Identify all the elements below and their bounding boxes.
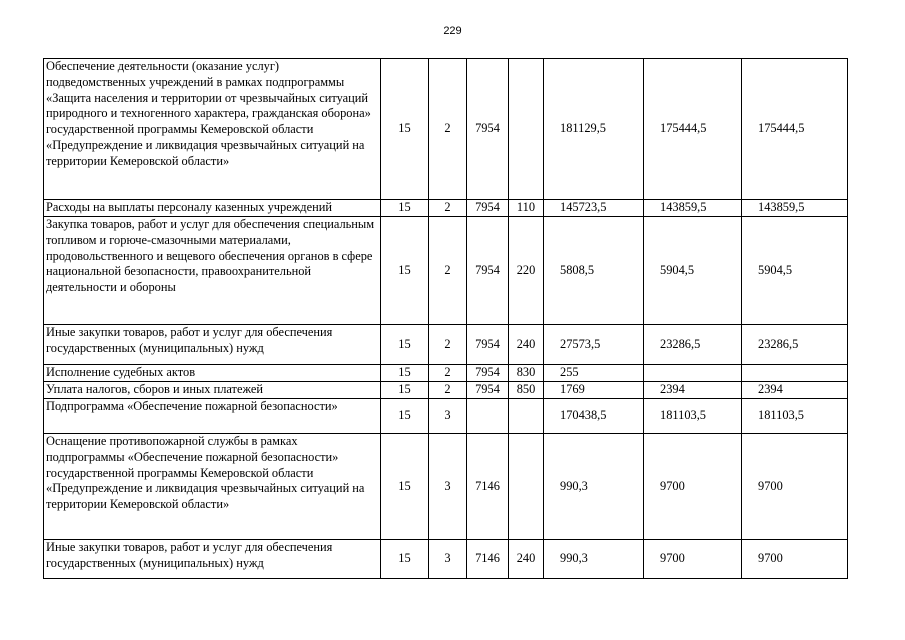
table-row: [44, 200, 848, 217]
cell-value-3: 181103,5: [742, 399, 848, 434]
cell-value-1: 1769: [544, 382, 644, 399]
cell-value-1: 27573,5: [544, 325, 644, 365]
table-row: [44, 434, 848, 540]
row-name: Иные закупки товаров, работ и услуг для обеспечения государственных (муниципальных) нужд: [44, 325, 381, 365]
cell-subsection: 2: [429, 382, 467, 399]
cell-target-article: 7146: [467, 434, 509, 540]
cell-target-article: 7146: [467, 540, 509, 579]
cell-subsection: 2: [429, 59, 467, 200]
cell-value-1: 990,3: [544, 434, 644, 540]
cell-subsection: 2: [429, 365, 467, 382]
cell-value-2: [644, 365, 742, 382]
cell-subsection: 2: [429, 217, 467, 325]
page-number: 229: [443, 25, 462, 37]
table-row: [44, 540, 848, 579]
table-row: [44, 365, 848, 382]
cell-value-2: 5904,5: [644, 217, 742, 325]
cell-value-1: 990,3: [544, 540, 644, 579]
row-name: Расходы на выплаты персоналу казенных учреждений: [44, 200, 381, 217]
cell-value-1: 255: [544, 365, 644, 382]
cell-target-article: 7954: [467, 200, 509, 217]
row-name: Уплата налогов, сборов и иных платежей: [44, 382, 381, 399]
row-name: Оснащение противопожарной службы в рамках подпрограммы «Обеспечение пожарной безопасности» государственной программы Кемеровской области «Предупреждение и ликвидация чрезвычайных ситуаций на территории Кемеровской области»: [44, 434, 381, 540]
cell-value-3: 143859,5: [742, 200, 848, 217]
cell-value-3: 2394: [742, 382, 848, 399]
cell-target-article: 7954: [467, 325, 509, 365]
cell-value-3: 9700: [742, 434, 848, 540]
cell-target-article: 7954: [467, 365, 509, 382]
cell-section: 15: [381, 217, 429, 325]
cell-subsection: 2: [429, 325, 467, 365]
row-name: Обеспечение деятельности (оказание услуг) подведомственных учреждений в рамках подпрограммы «Защита населения и территории от чрезвычайных ситуаций природного и техногенного характера, гражданская оборона» государственной программы Кемеровской области «Предупреждение и ликвидация чрезвычайных ситуаций на территории Кемеровской области»: [44, 59, 381, 200]
cell-value-1: 170438,5: [544, 399, 644, 434]
cell-value-2: 143859,5: [644, 200, 742, 217]
cell-target-article: [467, 399, 509, 434]
cell-expense-type: [509, 59, 544, 200]
row-name: Подпрограмма «Обеспечение пожарной безопасности»: [44, 399, 381, 434]
table-row: [44, 382, 848, 399]
cell-subsection: 3: [429, 540, 467, 579]
cell-value-2: 181103,5: [644, 399, 742, 434]
cell-value-1: 145723,5: [544, 200, 644, 217]
budget-table: [43, 58, 848, 579]
cell-expense-type: 220: [509, 217, 544, 325]
cell-value-2: 175444,5: [644, 59, 742, 200]
cell-section: 15: [381, 382, 429, 399]
table-row: [44, 399, 848, 434]
cell-subsection: 3: [429, 399, 467, 434]
cell-expense-type: 240: [509, 540, 544, 579]
cell-expense-type: 240: [509, 325, 544, 365]
row-name: Закупка товаров, работ и услуг для обеспечения специальным топливом и горюче-смазочными материалами, продовольственного и вещевого обеспечения органов в сфере национальной безопасности, правоохранительной деятельности и обороны: [44, 217, 381, 325]
cell-subsection: 3: [429, 434, 467, 540]
cell-expense-type: 110: [509, 200, 544, 217]
cell-section: 15: [381, 399, 429, 434]
cell-value-2: 23286,5: [644, 325, 742, 365]
cell-target-article: 7954: [467, 59, 509, 200]
cell-section: 15: [381, 325, 429, 365]
cell-value-1: 5808,5: [544, 217, 644, 325]
cell-subsection: 2: [429, 200, 467, 217]
cell-value-3: [742, 365, 848, 382]
cell-section: 15: [381, 365, 429, 382]
cell-section: 15: [381, 200, 429, 217]
row-name: Иные закупки товаров, работ и услуг для обеспечения государственных (муниципальных) нужд: [44, 540, 381, 579]
cell-value-3: 9700: [742, 540, 848, 579]
cell-expense-type: [509, 434, 544, 540]
cell-value-2: 9700: [644, 434, 742, 540]
row-name: Исполнение судебных актов: [44, 365, 381, 382]
cell-value-3: 175444,5: [742, 59, 848, 200]
cell-target-article: 7954: [467, 382, 509, 399]
cell-section: 15: [381, 540, 429, 579]
cell-value-2: 2394: [644, 382, 742, 399]
cell-expense-type: [509, 399, 544, 434]
table-row: [44, 217, 848, 325]
table-row: [44, 59, 848, 200]
cell-value-2: 9700: [644, 540, 742, 579]
cell-section: 15: [381, 434, 429, 540]
cell-value-3: 23286,5: [742, 325, 848, 365]
cell-target-article: 7954: [467, 217, 509, 325]
cell-expense-type: 850: [509, 382, 544, 399]
cell-value-1: 181129,5: [544, 59, 644, 200]
cell-section: 15: [381, 59, 429, 200]
cell-value-3: 5904,5: [742, 217, 848, 325]
cell-expense-type: 830: [509, 365, 544, 382]
table-row: [44, 325, 848, 365]
